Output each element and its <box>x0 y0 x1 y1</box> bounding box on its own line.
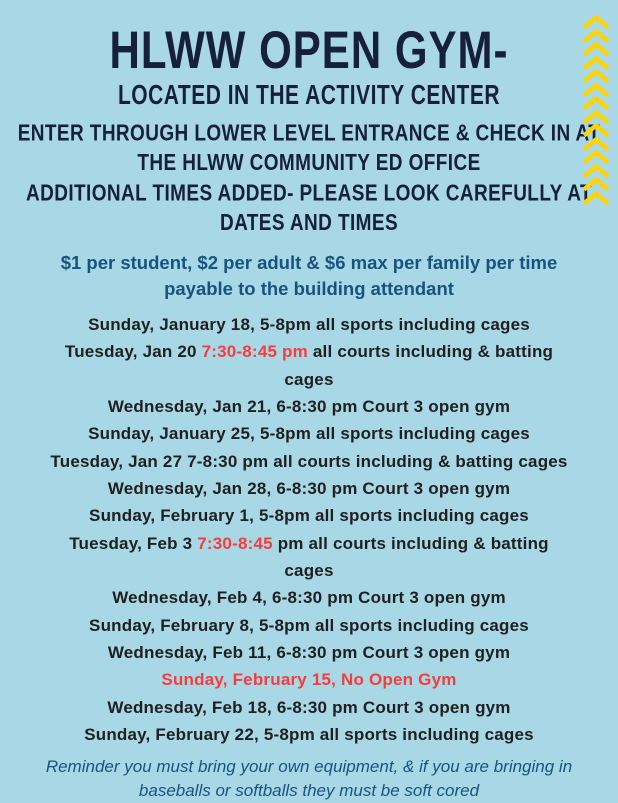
schedule-list <box>0 311 618 749</box>
page-subtitle: LOCATED IN THE ACTIVITY CENTER <box>117 80 501 111</box>
schedule-item: Tuesday, Jan 27 7-8:30 pm all courts including & batting cages <box>50 451 568 471</box>
schedule-item: Sunday, February 22, 5-8pm all sports including cages <box>84 725 534 745</box>
schedule-item: Tuesday, Jan 20 7:30-8:45 pm all courts including & batting cages <box>64 342 554 389</box>
reminder-line-1: Reminder you must bring your own equipment, & if you are bringing in <box>45 756 573 776</box>
schedule-item: Wednesday, Feb 18, 6-8:30 pm Court 3 open gym <box>107 697 511 717</box>
schedule-item: Wednesday, Feb 11, 6-8:30 pm Court 3 open gym <box>107 643 511 663</box>
schedule-item: Sunday, February 1, 5-8pm all sports including cages <box>89 506 529 526</box>
schedule-item: Sunday, February 15, No Open Gym <box>161 670 457 690</box>
schedule-item: Wednesday, Feb 4, 6-8:30 pm Court 3 open gym <box>112 588 506 608</box>
schedule-item: Wednesday, Jan 21, 6-8:30 pm Court 3 open gym <box>107 396 511 416</box>
entrance-instructions: ENTER THROUGH LOWER LEVEL ENTRANCE & CHECK IN AT THE HLWW COMMUNITY ED OFFICE <box>17 121 601 177</box>
admission-pricing <box>0 250 618 302</box>
header <box>0 20 618 82</box>
schedule-item: Wednesday, Jan 28, 6-8:30 pm Court 3 open gym <box>107 478 511 498</box>
chevron-column <box>581 14 611 206</box>
schedule-item: Sunday, January 18, 5-8pm all sports including cages <box>88 314 530 334</box>
page-title: HLWW OPEN GYM- <box>109 20 509 80</box>
schedule-item: Sunday, January 25, 5-8pm all sports including cages <box>88 424 530 444</box>
pricing-line-2: payable to the building attendant <box>164 277 454 299</box>
pricing-line-1: $1 per student, $2 per adult & $6 max per family per time <box>60 252 558 273</box>
schedule-item: Tuesday, Feb 3 7:30-8:45 pm all courts including & batting cages <box>69 533 549 581</box>
reminder-line-2: baseballs or softballs they must be soft cored <box>138 780 480 800</box>
instructions <box>0 120 618 246</box>
additional-times-note: ADDITIONAL TIMES ADDED- PLEASE LOOK CAREFULLY AT DATES AND TIMES <box>26 180 592 236</box>
reminder-note <box>0 755 618 803</box>
schedule-item: Sunday, February 8, 5-8pm all sports including cages <box>89 615 529 635</box>
chevron-up-icon <box>581 190 611 206</box>
